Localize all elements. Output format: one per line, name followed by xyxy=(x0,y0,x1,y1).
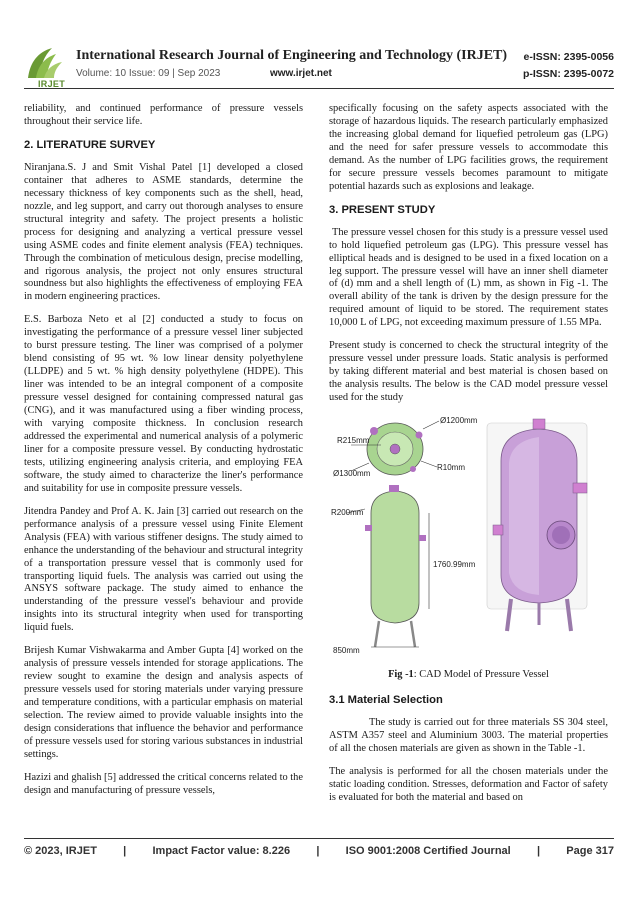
section-heading-material-selection: 3.1 Material Selection xyxy=(329,694,443,707)
section-heading-present-study: 3. PRESENT STUDY xyxy=(329,203,436,216)
dim-label: 1760.99mm xyxy=(433,560,476,570)
section-heading-literature-survey: 2. LITERATURE SURVEY xyxy=(24,138,156,151)
iso-certification: ISO 9001:2008 Certified Journal xyxy=(345,845,511,857)
left-column xyxy=(24,103,303,808)
vessel-3d-render xyxy=(487,419,587,631)
paragraph: Brijesh Kumar Vishwakarma and Amber Gupta [4] worked on the analysis of pressure vessels intended for storage applications. The review sought to examine the design and analysis aspects of pressure vessels used for storing materials under varying pressure and temperature conditions, with a particular emphasis on material selection. The review aimed to provide valuable insights into the design considerations that influence the behavior and performance of pressure vessels used for storing various substances in industrial settings. xyxy=(24,645,303,760)
caption-text: : CAD Model of Pressure Vessel xyxy=(413,669,549,681)
paragraph: E.S. Barboza Neto et al [2] conducted a study to focus on investigating the performance of a pressure vessel liner subjected to burst pressure testing. The liner was comprised of a polymer blend consisting of 95 wt. % low linear density polyethylene (LLDPE) and 5 wt. % high density polyethylene (HDPE). This liner was intended to be an integral component of a composite pressure vessel designed for containing compressed natural gas (CNG), and it was manufactured using a fiber winding process, with varying composite thickness. In conclusion research addressed the experimental and numerical analysis of a polymeric liner for a composite pressure vessel. By conducting hydrostatic tests, utilizing engineering analysis criteria, and employing FEA software, the study aimed to characterize the liner's performance and suitability for use in composite pressure vessels. xyxy=(24,314,303,494)
paragraph: specifically focusing on the safety aspects associated with the storage of hazardous liquids. The research particularly emphasized the increasing global demand for liquefied petroleum gas (LPG) and the need for safer pressure vessels to accommodate this demand. As the number of LPG facilities grows, the requirement for secure pressure vessels becomes paramount to mitigate potential hazards such as explosions and leakage. xyxy=(329,103,608,192)
dim-label: R10mm xyxy=(437,463,466,473)
footer-separator: | xyxy=(536,845,541,857)
paragraph: Jitendra Pandey and Prof A. K. Jain [3] carried out research on the performance analysis of a pressure vessel using Finite Element Analysis (FEA) with various stiffener designs. The study aimed to enhance the understanding of the behaviour and structural integrity of a transportation pressure vessel that is commonly used for transporting liquid fuels. The analysis was carried out using the ANSYS software package. The study aimed to enhance the understanding of the pressure vessel's behaviour and provide insights into its structural integrity when used for transporting liquid fuels. xyxy=(24,505,303,634)
journal-title: International Research Journal of Engineering and Technology (IRJET) xyxy=(76,48,508,63)
impact-factor: Impact Factor value: 8.226 xyxy=(152,845,291,857)
right-column xyxy=(329,103,608,815)
eissn: e-ISSN: 2395-0056 xyxy=(523,51,614,63)
paragraph: The analysis is performed for all the chosen materials under the static loading condition. Stresses, deformation and Factor of safety is evaluated for both the material and based on xyxy=(329,765,608,803)
page-footer xyxy=(24,845,614,857)
footer-divider xyxy=(24,838,614,839)
footer-separator: | xyxy=(123,845,127,857)
intro-paragraph: reliability, and continued performance of pressure vessels throughout their service life. xyxy=(24,103,303,127)
page-header xyxy=(0,0,638,92)
figure-caption xyxy=(329,669,608,682)
dim-label: Ø1300mm xyxy=(333,469,371,479)
paragraph: The study is carried out for three materials SS 304 steel, ASTM A357 steel and Aluminium 3003. The material properties of all the chosen materials are given as shown in the Table -1. xyxy=(329,717,608,754)
logo-text: IRJET xyxy=(38,79,66,89)
pissn: p-ISSN: 2395-0072 xyxy=(522,68,614,80)
page-number: Page 317 xyxy=(566,845,614,857)
paragraph: Present study is concerned to check the structural integrity of the pressure vessel under pressure loads. Static analysis is performed by taking different material and best material is chosen based on the analysis results. The below is the CAD model pressure vessel used for the study xyxy=(329,340,608,404)
caption-label: Fig -1 xyxy=(388,669,414,681)
paragraph: Hazizi and ghalish [5] addressed the critical concerns related to the design and manufacturing of pressure vessels, xyxy=(24,771,303,796)
volume-info: Volume: 10 Issue: 09 | Sep 2023 xyxy=(76,68,221,79)
copyright: © 2023, IRJET xyxy=(24,845,97,857)
dim-label: Ø1200mm xyxy=(440,416,478,426)
paragraph: The pressure vessel chosen for this study is a pressure vessel used to hold liquefied petroleum gas (LPG). This pressure vessel has elliptical heads and is designed to be used in a fixed location on a leg support. The pressure vessel will have an inner shell diameter of (d) mm and a shell length of (L) mm, as shown in Fig -1. The overall ability of the tank is driven by the design pressure for the required amount of liquid to be stored. The requirement states 10,000 L of LPG, not exceeding maximum pressure of 1.55 MPa. xyxy=(329,226,608,329)
header-divider xyxy=(24,88,614,89)
cad-model-image xyxy=(329,415,608,658)
cad-figure xyxy=(329,415,608,658)
dim-label: 850mm xyxy=(333,646,360,656)
website-link[interactable]: www.irjet.net xyxy=(270,68,332,79)
top-head-drawing xyxy=(351,421,439,475)
dim-label: R215mm xyxy=(337,436,370,446)
dim-label: R200mm xyxy=(331,508,364,518)
paragraph: Niranjana.S. J and Smit Vishal Patel [1] developed a closed container that adheres to ASME standards, determine the necessary thickness of key components such as the shell, head, nozzle, and leg support, and carry out thorough analyses to ensure structural integrity and safety. The project presents a holistic process for designing and analyzing a vertical pressure vessel using ASME codes and finite element analysis (FEA) techniques. Through the combination of meticulous design, precise modelling, and rigorous analysis, the project not only ensures structural soundness but also highlights the effectiveness of employing FEA in modern engineering practices. xyxy=(24,161,303,303)
footer-separator: | xyxy=(316,845,320,857)
